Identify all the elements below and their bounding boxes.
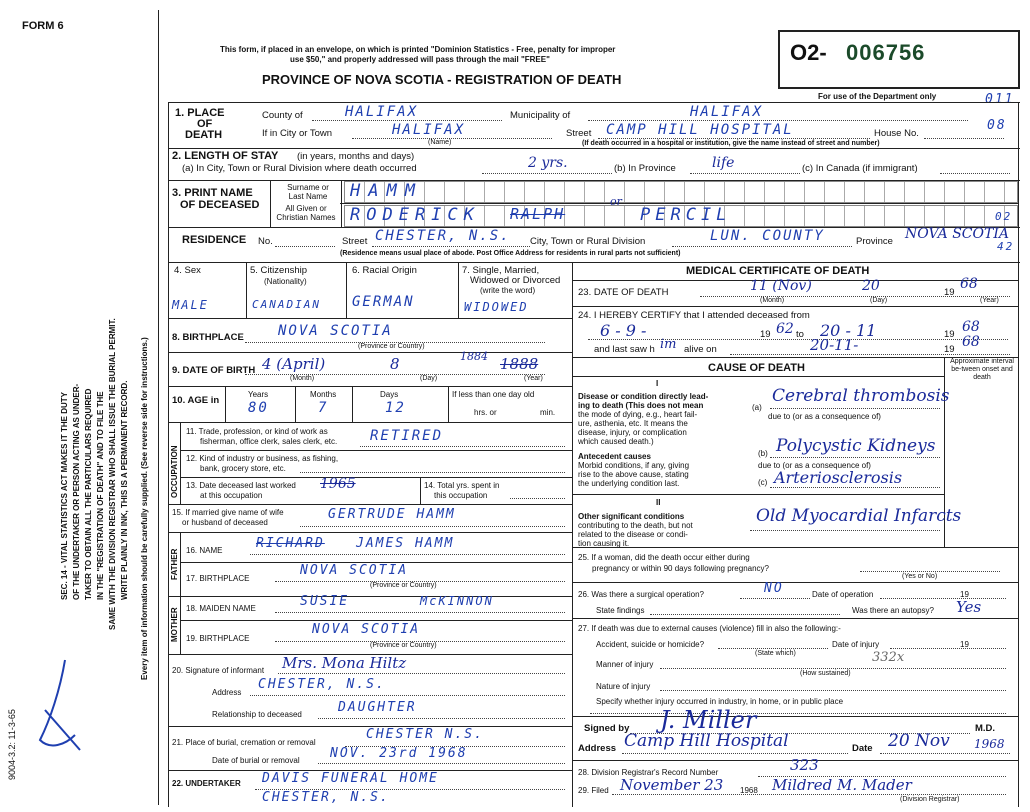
- racial-origin-value: GERMAN: [352, 294, 415, 310]
- undertaker-label: 22. UNDERTAKER: [172, 779, 241, 788]
- antecedent-desc-2: rise to the above cause, stating: [578, 470, 689, 479]
- disease-desc-1: Disease or condition directly lead-: [578, 392, 709, 401]
- given-alt-value: PERCIL: [640, 205, 732, 225]
- disease-desc-4: ure, asthenia, etc. It means the: [578, 419, 688, 428]
- antecedent-label: Antecedent causes: [578, 452, 651, 461]
- given-or: or: [610, 195, 622, 208]
- signed-date-value: 20 Nov: [888, 731, 950, 751]
- birthplace-value: NOVA SCOTIA: [278, 323, 393, 339]
- hospital-note: (If death occurred in a hospital or institution, give the name instead of street and number): [582, 140, 880, 147]
- residence-label: RESIDENCE: [182, 234, 247, 246]
- father-name-struck: RICHARD: [256, 536, 325, 551]
- industry-label-2: bank, grocery store, etc.: [200, 464, 286, 473]
- physician-signature: J. Miller: [660, 706, 757, 734]
- surgery-label: 26. Was there a surgical operation?: [578, 590, 704, 599]
- residence-province-label: Province: [856, 236, 893, 247]
- cause-a-label: (a): [752, 403, 762, 412]
- residence-code-2: 42: [997, 240, 1015, 253]
- cause-of-death-title: CAUSE OF DEATH: [708, 362, 805, 374]
- other-conditions-label: Other significant conditions: [578, 512, 685, 521]
- min-label: min.: [540, 408, 556, 417]
- birth-month-value: 4 (April): [262, 355, 326, 373]
- residence-code: 02: [995, 210, 1013, 223]
- instructions-4: IN THE "REGISTRATION OF DEATH" AND TO FILE THE: [96, 391, 105, 600]
- last-saw-label: and last saw h: [594, 344, 655, 355]
- instructions-6: WRITE PLAINLY IN INK, THIS IS A PERMANENT RECORD.: [120, 380, 129, 600]
- informant-label: 20. Signature of informant: [172, 666, 265, 675]
- rule-4: [168, 262, 1020, 263]
- residence-street-value: CHESTER, N.S.: [375, 228, 511, 244]
- stay-province-value: life: [712, 155, 735, 171]
- md-label: M.D.: [975, 723, 996, 734]
- given-struck: RALPH: [510, 205, 566, 223]
- physician-address-value: Camp Hill Hospital: [624, 731, 789, 751]
- antecedent-desc-3: the underlying condition last.: [578, 479, 680, 488]
- death-day-value: 20: [862, 278, 880, 294]
- date-of-birth-label: 9. DATE OF BIRTH: [172, 365, 256, 376]
- occupation-trade-label-2: fisherman, office clerk, sales clerk, etc.: [200, 437, 338, 446]
- stay-city-label: (a) In City, Town or Rural Division where death occurred: [182, 163, 417, 174]
- mail-notice-2: use $50," and properly addressed will pass through the mail "FREE": [290, 55, 550, 64]
- instructions-7: Every item of information should be carefully supplied. (See reverse side for instructions.): [140, 337, 149, 680]
- last-worked-label-2: at this occupation: [200, 491, 263, 500]
- surgery-value: NO: [764, 581, 784, 596]
- birthplace-label: 8. BIRTHPLACE: [172, 332, 244, 343]
- death-year-sub: (Year): [980, 297, 999, 304]
- stay-canada-label: (c) In Canada (if immigrant): [802, 163, 918, 174]
- undertaker-address-value: CHESTER, N.S.: [262, 790, 390, 805]
- attended-to-label: to: [796, 329, 804, 340]
- autopsy-label: Was there an autopsy?: [852, 606, 934, 615]
- informant-value: Mrs. Mona Hiltz: [282, 654, 407, 672]
- dept-code: 011: [985, 92, 1015, 107]
- col-divider: [572, 262, 573, 807]
- left-margin-rule: [158, 10, 159, 805]
- cause-c-value: Arteriosclerosis: [774, 468, 903, 487]
- citizenship-value: CANADIAN: [252, 298, 321, 311]
- dept-code-2: 08: [987, 118, 1007, 133]
- age-days-value: 12: [385, 400, 406, 416]
- occupation-label: OCCUPATION: [170, 445, 179, 498]
- due-to-1: due to (or as a consequence of): [768, 412, 881, 421]
- death-year-prefix: 19: [944, 287, 955, 298]
- date-of-death-label: 23. DATE OF DEATH: [578, 287, 669, 298]
- cause-a-value: Cerebral thrombosis: [772, 386, 950, 406]
- other-desc-1: contributing to the death, but not: [578, 521, 693, 530]
- stay-province-label: (b) In Province: [614, 163, 676, 174]
- given-label: All Given or Christian Names: [276, 204, 336, 222]
- municipality-label: Municipality of: [510, 110, 571, 121]
- alive-year-value: 68: [962, 334, 980, 350]
- code-332x: 332x: [872, 650, 905, 665]
- day-sub: (Day): [420, 375, 438, 382]
- residence-no-label: No.: [258, 236, 273, 247]
- cause-b-label: (b): [758, 449, 768, 458]
- death-year-value: 68: [960, 276, 978, 292]
- state-which-sub: (State which): [755, 650, 796, 657]
- father-name-label: 16. NAME: [186, 546, 223, 555]
- maiden-first-value: SUSIE: [300, 594, 350, 609]
- deceased-label: OF DECEASED: [180, 199, 260, 211]
- attended-from-value: 6 - 9 -: [600, 321, 647, 340]
- citizenship-label: 5. Citizenship: [250, 265, 308, 276]
- mother-birthplace-value: NOVA SCOTIA: [312, 622, 421, 637]
- age-days-label: Days: [380, 390, 399, 399]
- signed-date-year: 1968: [974, 737, 1005, 751]
- father-birthplace-value: NOVA SCOTIA: [300, 563, 409, 578]
- alive-on-label: alive on: [684, 344, 717, 355]
- birth-year-value: 1884: [460, 350, 488, 363]
- surname-label: Surname or Last Name: [287, 183, 329, 201]
- sex-label: 4. Sex: [174, 265, 201, 276]
- father-birthplace-sub: (Province or Country): [370, 582, 437, 589]
- sex-value: MALE: [172, 298, 209, 312]
- disease-desc-6: which caused death.): [578, 437, 654, 446]
- external-causes-label: 27. If death was due to external causes (violence) fill in also the following:-: [578, 624, 841, 633]
- cause-b-value: Polycystic Kidneys: [776, 436, 936, 456]
- spouse-label-2: or husband of deceased: [182, 518, 268, 527]
- injury-nature-label: Nature of injury: [596, 682, 651, 691]
- physician-address-label: Address: [578, 743, 617, 754]
- alive-year-prefix: 19: [944, 344, 955, 355]
- registrar-signature: Mildred M. Mader: [772, 776, 912, 794]
- age-years-value: 80: [248, 400, 269, 416]
- place-label-1: 1. PLACE: [175, 107, 225, 119]
- registrar-record-label: 28. Division Registrar's Record Number: [578, 768, 719, 777]
- disease-desc-3: the mode of dying, e.g., heart fail-: [578, 410, 698, 419]
- less-than-day-label: If less than one day old: [452, 390, 535, 399]
- frame-right: [1018, 102, 1019, 807]
- relationship-label: Relationship to deceased: [212, 710, 302, 719]
- marital-label-1: 7. Single, Married,: [462, 265, 540, 276]
- county-value: HALIFAX: [345, 104, 419, 120]
- attended-from-year-prefix: 19: [760, 329, 771, 340]
- registrar-record-value: 323: [790, 756, 819, 774]
- pregnancy-label-2: pregnancy or within 90 days following pregnancy?: [592, 564, 769, 573]
- age-years-label: Years: [248, 390, 269, 399]
- residence-street-label: Street: [342, 236, 368, 247]
- place-label-3: DEATH: [185, 129, 223, 141]
- given-value: RODERICK: [350, 205, 480, 225]
- findings-label: State findings: [596, 606, 645, 615]
- surname-value: HAMM: [350, 181, 423, 201]
- burial-date-label: Date of burial or removal: [212, 756, 300, 765]
- filed-year: 1968: [740, 786, 758, 795]
- burial-place-value: CHESTER N.S.: [366, 727, 484, 742]
- year-sub: (Year): [524, 375, 543, 382]
- maiden-name-label: 18. MAIDEN NAME: [186, 604, 256, 613]
- last-saw-value: im: [660, 337, 677, 352]
- instructions-5: SAME WITH THE DIVISION REGISTRAR WHO SHALL ISSUE THE BURIAL PERMIT.: [108, 318, 117, 630]
- burial-date-value: NOV. 23rd 1968: [330, 746, 468, 761]
- last-worked-label-1: 13. Date deceased last worked: [186, 481, 296, 490]
- marital-value: WIDOWED: [464, 300, 529, 314]
- mother-birthplace-sub: (Province or Country): [370, 642, 437, 649]
- total-years-label-2: this occupation: [434, 491, 488, 500]
- attended-from-year: 62: [776, 321, 794, 337]
- mail-notice-1: This form, if placed in an envelope, on which is printed "Dominion Statistics - Free, penalty for improper: [220, 45, 616, 54]
- instructions-3: TAKER TO OBTAIN ALL THE PARTICULARS REQUIRED: [84, 388, 93, 600]
- father-label: FATHER: [170, 548, 179, 580]
- birthplace-sub: (Province or Country): [358, 343, 425, 350]
- length-of-stay-label: 2. LENGTH OF STAY: [172, 150, 279, 162]
- city-value: HALIFAX: [392, 122, 466, 138]
- month-sub: (Month): [290, 375, 315, 382]
- autopsy-value: Yes: [956, 598, 982, 616]
- specify-injury-label: Specify whether injury occurred in industry, in home, or in public place: [596, 697, 844, 706]
- maiden-last-value: McKINNON: [420, 594, 494, 608]
- spouse-label-1: 15. If married give name of wife: [172, 508, 284, 517]
- other-desc-2: related to the disease or condi-: [578, 530, 688, 539]
- antecedent-desc-1: Morbid conditions, if any, giving: [578, 461, 690, 470]
- other-desc-3: tion causing it.: [578, 539, 630, 548]
- rule-1: [168, 148, 1020, 149]
- attended-to-year-prefix: 19: [944, 329, 955, 340]
- injury-date-label: Date of injury: [832, 640, 880, 649]
- nationality-label: (Nationality): [264, 277, 307, 286]
- registration-number: 006756: [846, 40, 926, 65]
- street-value: CAMP HILL HOSPITAL: [606, 122, 794, 138]
- form-number: FORM 6: [22, 20, 64, 32]
- accident-label: Accident, suicide or homicide?: [596, 640, 705, 649]
- approx-interval-label: Approximate interval be-tween onset and death: [950, 358, 1014, 381]
- attended-to-value: 20 - 11: [820, 321, 877, 340]
- stay-city-value: 2 yrs.: [528, 155, 568, 171]
- frame-top: [168, 102, 1020, 103]
- last-worked-value: 1965: [320, 476, 356, 492]
- marital-label-3: (write the word): [480, 286, 536, 295]
- county-label: County of: [262, 110, 303, 121]
- father-birthplace-label: 17. BIRTHPLACE: [186, 574, 250, 583]
- dept-use-label: For use of the Department only: [818, 92, 937, 101]
- age-label: 10. AGE in: [172, 395, 220, 406]
- birth-day-value: 8: [390, 355, 400, 373]
- marital-label-2: Widowed or Divorced: [470, 275, 561, 286]
- filed-date-value: November 23: [620, 776, 724, 794]
- birth-year-struck: 1888: [500, 355, 539, 373]
- due-to-2: due to (or as a consequence of): [758, 461, 871, 470]
- mother-birthplace-label: 19. BIRTHPLACE: [186, 634, 250, 643]
- age-months-label: Months: [310, 390, 337, 399]
- residence-note: (Residence means usual place of abode. Post Office Address for residents in rural parts not sufficient): [340, 250, 681, 257]
- city-label: If in City or Town: [262, 128, 333, 139]
- informant-address-value: CHESTER, N.S.: [258, 677, 386, 692]
- injury-manner-label: Manner of injury: [596, 660, 654, 669]
- instructions-1: SEC. 14 - VITAL STATISTICS ACT MAKES IT THE DUTY: [60, 391, 69, 600]
- operation-year-prefix: 19: [960, 590, 969, 599]
- undertaker-value: DAVIS FUNERAL HOME: [262, 771, 439, 786]
- relationship-value: DAUGHTER: [338, 700, 417, 715]
- disease-desc-5: disease, injury, or complication: [578, 428, 687, 437]
- other-conditions-value: Old Myocardial Infarcts: [756, 506, 962, 526]
- occupation-trade-label-1: 11. Trade, profession, or kind of work as: [186, 427, 328, 436]
- age-months-value: 7: [318, 400, 329, 416]
- attended-to-year: 68: [962, 319, 980, 335]
- residence-province-value: NOVA SCOTIA: [905, 226, 1009, 242]
- racial-origin-label: 6. Racial Origin: [352, 265, 417, 276]
- disease-desc-2: ing to death (This does not mean: [578, 401, 704, 410]
- part-2-label: II: [656, 498, 661, 507]
- yes-no-sub: (Yes or No): [902, 573, 938, 580]
- operation-date-label: Date of operation: [812, 590, 874, 599]
- page-title: PROVINCE OF NOVA SCOTIA - REGISTRATION OF DEATH: [262, 72, 622, 87]
- street-label: Street: [566, 128, 592, 139]
- registrar-sub: (Division Registrar): [900, 796, 960, 803]
- death-day-sub: (Day): [870, 297, 888, 304]
- certify-label: 24. I HEREBY CERTIFY that I attended deceased from: [578, 310, 810, 321]
- print-name-label: 3. PRINT NAME: [172, 187, 253, 199]
- death-month-value: 11 (Nov): [750, 278, 812, 294]
- pregnancy-label-1: 25. If a woman, did the death occur either during: [578, 553, 750, 562]
- alive-on-value: 20-11-: [810, 336, 859, 354]
- total-years-label-1: 14. Total yrs. spent in: [424, 481, 500, 490]
- residence-city-value: LUN. COUNTY: [710, 228, 825, 244]
- rule-3: [168, 227, 1020, 228]
- frame-left: [168, 102, 169, 807]
- informant-address-label: Address: [212, 688, 242, 697]
- registration-prefix: O2-: [790, 40, 827, 65]
- mother-label: MOTHER: [170, 607, 179, 642]
- hrs-label: hrs. or: [474, 408, 497, 417]
- filed-label: 29. Filed: [578, 786, 609, 795]
- industry-label-1: 12. Kind of industry or business, as fishing,: [186, 454, 339, 463]
- city-name-sub: (Name): [428, 139, 452, 146]
- part-1-label: I: [656, 379, 659, 388]
- burial-place-label: 21. Place of burial, cremation or removal: [172, 738, 316, 747]
- father-name-value: JAMES HAMM: [356, 536, 455, 551]
- house-label: House No.: [874, 128, 919, 139]
- place-label-2: OF: [197, 118, 213, 130]
- residence-city-label: City, Town or Rural Division: [530, 236, 646, 247]
- length-of-stay-sub: (in years, months and days): [297, 151, 415, 162]
- spouse-value: GERTRUDE HAMM: [328, 507, 456, 522]
- cause-c-label: (c): [758, 478, 768, 487]
- signed-by-label: Signed by: [584, 723, 630, 734]
- medical-certificate-title: MEDICAL CERTIFICATE OF DEATH: [686, 265, 870, 277]
- death-month-sub: (Month): [760, 297, 785, 304]
- margin-scribble-icon: [20, 650, 110, 760]
- injury-year-prefix: 19: [960, 640, 969, 649]
- municipality-value: HALIFAX: [690, 104, 764, 120]
- signed-date-label: Date: [852, 743, 873, 754]
- form-code: 9004-3.2: 11-3-65: [7, 709, 17, 780]
- how-sustained-sub: (How sustained): [800, 670, 851, 677]
- occupation-trade-value: RETIRED: [370, 428, 444, 444]
- instructions-2: OF THE UNDERTAKER OR PERSON ACTING AS UNDER-: [72, 383, 81, 600]
